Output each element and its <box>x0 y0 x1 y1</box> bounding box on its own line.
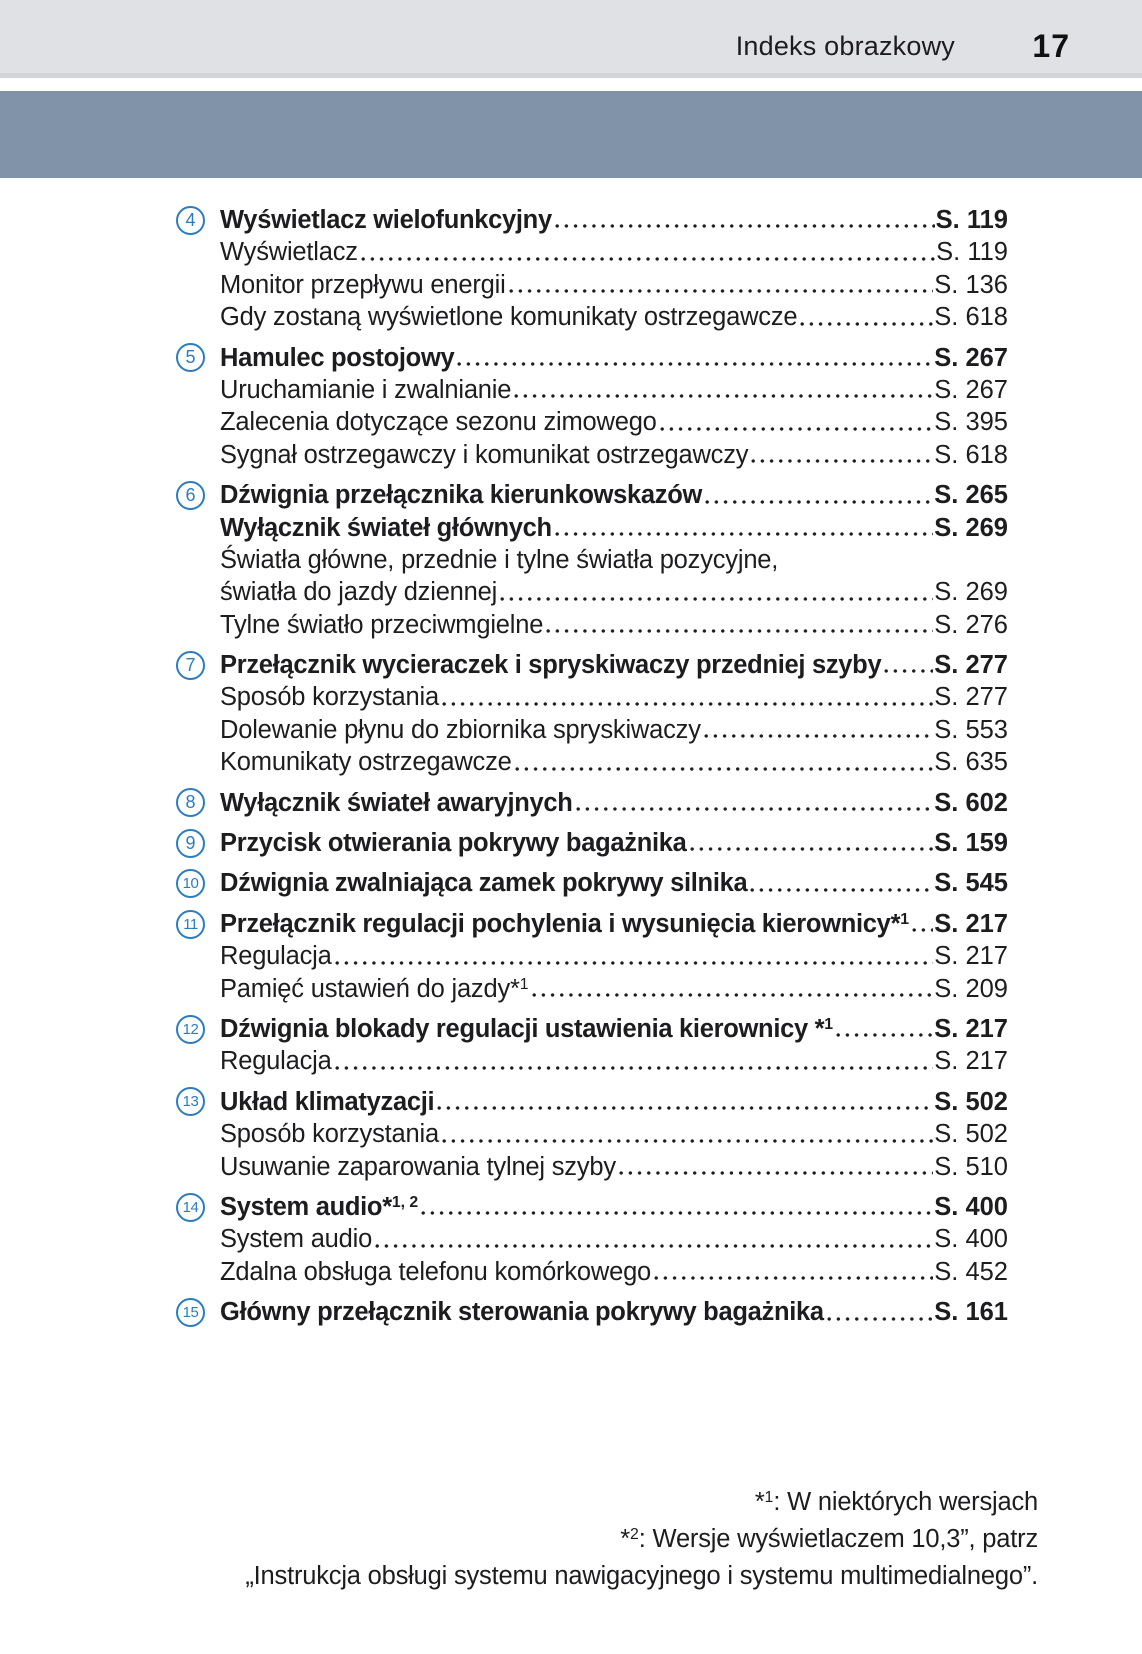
toc-entry-label: Wyłącznik świateł głównych <box>220 513 552 542</box>
toc-entry-label: Wyświetlacz <box>220 238 358 267</box>
toc-entry-label: Dolewanie płynu do zbiornika spryskiwaczy <box>220 715 701 744</box>
toc-entry <box>176 867 1008 899</box>
toc-entry-label: Dźwignia blokady regulacji ustawienia kierownicy *$^1$ <box>220 1014 834 1043</box>
item-number-badge: 10 <box>176 869 205 898</box>
dot-leader <box>751 458 933 464</box>
toc-page-ref: S. 267 <box>934 375 1008 404</box>
item-number-badge: 11 <box>176 910 205 939</box>
indent-spacer <box>176 236 220 268</box>
toc-row <box>176 204 1008 236</box>
toc-entry <box>176 1296 1008 1328</box>
indent-spacer <box>176 374 220 406</box>
indent-spacer <box>176 512 220 544</box>
toc-page-ref: S. 618 <box>934 303 1008 332</box>
toc-page-ref: S. 159 <box>934 829 1008 858</box>
footnote-line: „Instrukcja obsługi systemu nawigacyjnego i systemu multimedialnego”. <box>245 1561 1038 1590</box>
toc-row <box>176 439 1008 471</box>
toc-page-ref: S. 217 <box>934 909 1008 938</box>
dot-leader <box>361 256 935 262</box>
toc-page-ref: S. 545 <box>934 869 1008 898</box>
toc-page-ref: S. 452 <box>934 1257 1008 1286</box>
toc-page-ref: S. 265 <box>934 481 1008 510</box>
toc-page-ref: S. 119 <box>935 206 1008 234</box>
toc-page-ref: S. 618 <box>934 440 1008 469</box>
toc-entry-label: Przycisk otwierania pokrywy bagażnika <box>220 829 687 858</box>
toc-entry-label: Dźwignia przełącznika kierunkowskazów <box>220 481 703 510</box>
item-number-badge: 9 <box>176 829 205 858</box>
chapter-color-band <box>0 91 1142 178</box>
toc-entry-label: Wyświetlacz wielofunkcyjny <box>220 206 552 234</box>
toc-row <box>176 649 1008 681</box>
toc-page-ref: S. 217 <box>934 1014 1008 1043</box>
dot-leader <box>690 846 934 852</box>
toc-entry-label: Monitor przepływu energii <box>220 270 506 299</box>
toc-entry-label: Tylne światło przeciwmgielne <box>220 610 544 639</box>
dot-leader <box>442 701 933 707</box>
dot-leader <box>555 223 935 229</box>
toc-page-ref: S. 119 <box>936 238 1008 267</box>
toc-row <box>176 374 1008 406</box>
dot-leader <box>827 1316 934 1322</box>
toc-entry-label: Główny przełącznik sterowania pokrywy bagażnika <box>220 1298 824 1327</box>
toc-page-ref: S. 209 <box>934 974 1008 1003</box>
toc-entry <box>176 479 1008 641</box>
dot-leader <box>500 596 933 602</box>
item-number-badge: 8 <box>176 788 205 817</box>
footnotes <box>245 1486 1038 1592</box>
toc-row <box>176 1045 1008 1077</box>
indent-spacer <box>176 1045 220 1077</box>
toc-entry <box>176 787 1008 819</box>
toc-page-ref: S. 635 <box>934 748 1008 777</box>
toc-entry-label: Dźwignia zwalniająca zamek pokrywy silnika <box>220 869 748 898</box>
toc-page-ref: S. 217 <box>934 1047 1008 1076</box>
dot-leader <box>546 628 933 634</box>
dot-leader <box>705 499 933 505</box>
toc-entry-label: System audio <box>220 1225 373 1254</box>
indent-spacer <box>176 576 220 608</box>
toc-page-ref: S. 269 <box>934 578 1008 607</box>
toc-entry-label: Sygnał ostrzegawczy i komunikat ostrzegawczy <box>220 440 749 469</box>
item-number-badge: 12 <box>176 1015 205 1044</box>
toc-row <box>176 827 1008 859</box>
dot-leader <box>335 1065 934 1071</box>
toc-entry-label: Zalecenia dotyczące sezonu zimowego <box>220 408 657 437</box>
dot-leader <box>437 1105 933 1111</box>
toc-entry-label: Komunikaty ostrzegawcze <box>220 748 512 777</box>
toc-entry-label: Regulacja <box>220 942 332 971</box>
toc-page-ref: S. 217 <box>934 942 1008 971</box>
indent-spacer <box>176 940 220 972</box>
header-page-number: 17 <box>1032 28 1070 64</box>
toc-row <box>176 576 1008 608</box>
toc-row <box>176 867 1008 899</box>
toc-page-ref: S. 553 <box>934 715 1008 744</box>
indent-spacer <box>176 269 220 301</box>
toc-page-ref: S. 267 <box>934 343 1008 372</box>
toc-row <box>176 1013 1008 1045</box>
toc-row <box>176 544 1008 576</box>
item-number-badge: 4 <box>176 206 205 235</box>
item-number-badge: 6 <box>176 481 205 510</box>
toc-row <box>176 1191 1008 1223</box>
page-header <box>0 0 1142 78</box>
toc-entry-label: System audio*$^{1, 2}$ <box>220 1192 419 1221</box>
toc-page-ref: S. 277 <box>934 651 1008 680</box>
toc-page-ref: S. 502 <box>934 1087 1008 1116</box>
dot-leader <box>457 361 933 367</box>
dot-leader <box>555 531 933 537</box>
dot-leader <box>704 733 933 739</box>
dot-leader <box>576 806 934 812</box>
toc-row <box>176 406 1008 438</box>
toc-entry-label: Sposób korzystania <box>220 683 439 712</box>
toc-list <box>176 204 1008 1329</box>
toc-entry-label: Przełącznik wycieraczek i spryskiwaczy przedniej szyby <box>220 651 882 680</box>
item-number-badge: 5 <box>176 343 205 372</box>
toc-row <box>176 512 1008 544</box>
dot-leader <box>375 1243 933 1249</box>
indent-spacer <box>176 1223 220 1255</box>
toc-entry <box>176 204 1008 334</box>
dot-leader <box>660 426 934 432</box>
toc-entry <box>176 649 1008 779</box>
toc-entry <box>176 827 1008 859</box>
toc <box>176 204 1008 1329</box>
dot-leader <box>335 960 934 966</box>
dot-leader <box>515 766 934 772</box>
dot-leader <box>884 668 933 674</box>
toc-entry-label: Przełącznik regulacji pochylenia i wysunięcia kierownicy*$^1$ <box>220 909 909 938</box>
toc-row <box>176 714 1008 746</box>
toc-page-ref: S. 510 <box>934 1152 1008 1181</box>
toc-entry-label: Sposób korzystania <box>220 1120 439 1149</box>
toc-entry-label: Usuwanie zaparowania tylnej szyby <box>220 1152 616 1181</box>
toc-entry-label: Układ klimatyzacji <box>220 1087 435 1116</box>
toc-row <box>176 1256 1008 1288</box>
toc-row <box>176 681 1008 713</box>
toc-row <box>176 609 1008 641</box>
toc-row <box>176 1296 1008 1328</box>
dot-leader <box>509 288 934 294</box>
footnote-line: *$^1$: W niektórych wersjach <box>754 1488 1038 1516</box>
item-number-badge: 13 <box>176 1087 205 1116</box>
dot-leader <box>619 1170 933 1176</box>
toc-entry <box>176 1191 1008 1288</box>
dot-leader <box>750 887 933 893</box>
indent-spacer <box>176 681 220 713</box>
toc-page-ref: S. 602 <box>934 788 1008 817</box>
toc-row <box>176 746 1008 778</box>
dot-leader <box>514 393 933 399</box>
toc-entry-label: Regulacja <box>220 1047 332 1076</box>
indent-spacer <box>176 746 220 778</box>
footnote-line: *$^2$: Wersje wyświetlaczem 10,3”, patrz <box>620 1524 1038 1553</box>
dot-leader <box>836 1032 933 1038</box>
item-number-badge: 14 <box>176 1193 205 1222</box>
toc-entry <box>176 1013 1008 1078</box>
toc-entry-label: Zdalna obsługa telefonu komórkowego <box>220 1257 652 1286</box>
header-section-title: Indeks obrazkowy <box>735 31 955 61</box>
toc-row <box>176 236 1008 268</box>
toc-page-ref: S. 277 <box>934 683 1008 712</box>
toc-page-ref: S. 395 <box>934 408 1008 437</box>
dot-leader <box>654 1275 933 1281</box>
indent-spacer <box>176 439 220 471</box>
indent-spacer <box>176 544 220 576</box>
toc-row <box>176 1086 1008 1118</box>
indent-spacer <box>176 1151 220 1183</box>
toc-page-ref: S. 276 <box>934 610 1008 639</box>
item-number-badge: 7 <box>176 651 205 680</box>
dot-leader <box>800 321 933 327</box>
toc-row <box>176 787 1008 819</box>
toc-entry-label: Gdy zostaną wyświetlone komunikaty ostrzegawcze <box>220 303 798 332</box>
indent-spacer <box>176 1118 220 1150</box>
toc-page-ref: S. 502 <box>934 1120 1008 1149</box>
item-number-badge: 15 <box>176 1298 205 1327</box>
indent-spacer <box>176 714 220 746</box>
toc-row <box>176 1118 1008 1150</box>
toc-entry <box>176 908 1008 1005</box>
toc-row <box>176 940 1008 972</box>
toc-entry <box>176 1086 1008 1183</box>
dot-leader <box>912 927 933 933</box>
toc-row <box>176 301 1008 333</box>
indent-spacer <box>176 406 220 438</box>
dot-leader <box>532 992 934 998</box>
toc-entry-label: Pamięć ustawień do jazdy*$^1$ <box>220 974 529 1003</box>
toc-page-ref: S. 161 <box>934 1298 1008 1327</box>
toc-page-ref: S. 136 <box>934 270 1008 299</box>
toc-row <box>176 1223 1008 1255</box>
toc-row <box>176 1151 1008 1183</box>
toc-entry-label: Wyłącznik świateł awaryjnych <box>220 788 573 817</box>
dot-leader <box>442 1138 933 1144</box>
dot-leader <box>421 1210 933 1216</box>
toc-row <box>176 973 1008 1005</box>
toc-entry-label: Światła główne, przednie i tylne światła pozycyjne, <box>220 545 779 574</box>
toc-entry-label: Hamulec postojowy <box>220 343 455 372</box>
toc-row <box>176 908 1008 940</box>
toc-entry <box>176 342 1008 472</box>
indent-spacer <box>176 609 220 641</box>
toc-page-ref: S. 400 <box>934 1192 1008 1221</box>
toc-row <box>176 479 1008 511</box>
toc-row <box>176 342 1008 374</box>
toc-page-ref: S. 400 <box>934 1225 1008 1254</box>
indent-spacer <box>176 1256 220 1288</box>
toc-page-ref: S. 269 <box>934 513 1008 542</box>
toc-entry-label: Uruchamianie i zwalnianie <box>220 375 512 404</box>
indent-spacer <box>176 973 220 1005</box>
toc-row <box>176 269 1008 301</box>
indent-spacer <box>176 301 220 333</box>
toc-entry-label: światła do jazdy dziennej <box>220 578 498 607</box>
